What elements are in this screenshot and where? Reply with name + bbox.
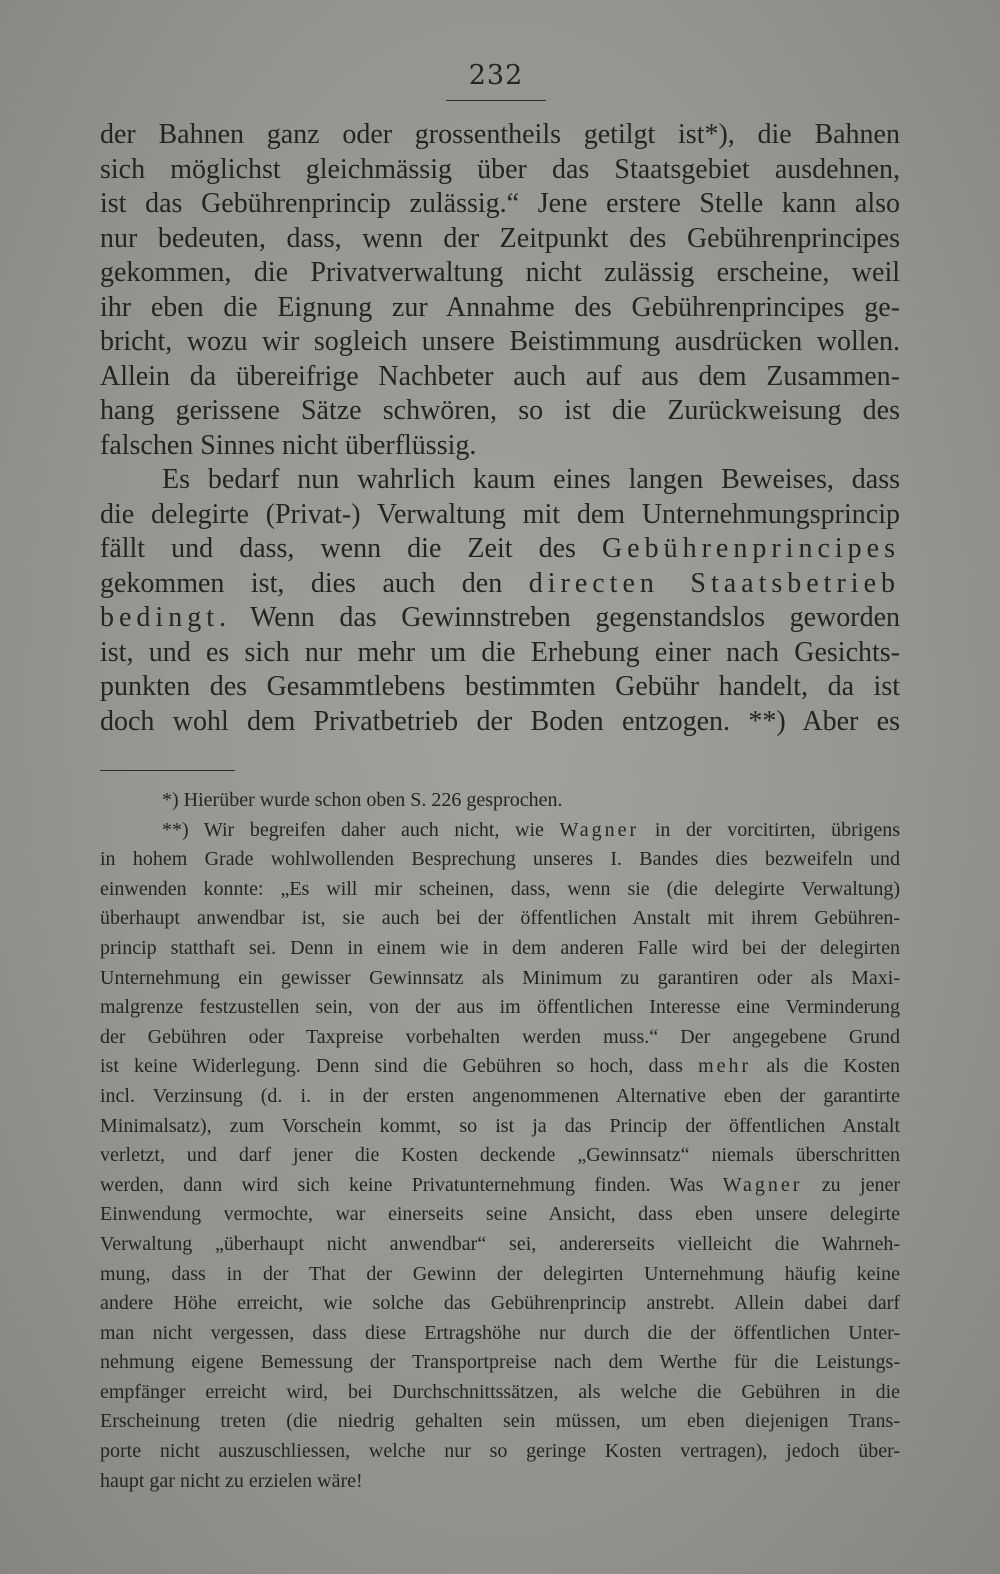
emphasis-spaced: mehr: [698, 1055, 752, 1078]
footnote-line: verletzt, und darf jener die Kosten deckende „Gewinnsatz“ niemals überschritten: [100, 1144, 900, 1167]
text-line: fällt und dass, wenn die Zeit des Gebührenprincipes: [100, 533, 900, 564]
text-line: ihr eben die Eignung zur Annahme des Gebührenprincipes ge-: [100, 291, 900, 323]
footnote-line: malgrenze festzustellen sein, von der aus im öffentlichen Interesse eine Verminderung: [100, 996, 900, 1019]
footnote-line: ist keine Widerlegung. Denn sind die Gebühren so hoch, dass mehr als die Kosten: [100, 1055, 900, 1078]
text-line: bricht, wozu wir sogleich unsere Beistimmung ausdrücken wollen.: [100, 326, 900, 357]
text-line: punkten des Gesammtlebens bestimmten Gebühr handelt, da ist: [100, 671, 900, 702]
footnote-line: haupt gar nicht zu erzielen wäre!: [100, 1469, 363, 1492]
text-line: Es bedarf nun wahrlich kaum eines langen Beweises, dass: [162, 464, 900, 495]
footnote-line: nehmung eigene Bemessung der Transportpreise nach dem Werthe für die Leistungs-: [100, 1351, 900, 1374]
page-number: 232: [468, 60, 524, 91]
emphasis-spaced: directen Staatsbetrieb: [528, 567, 900, 599]
author-name-spaced: Wagner: [559, 818, 640, 841]
footnote-line: *) Hierüber wurde schon oben S. 226 gesprochen.: [162, 789, 563, 811]
page-number-rule: [446, 100, 546, 101]
footnote-line: **) Wir begreifen daher auch nicht, wie Wagner in der vorcitirten, übrigens: [162, 818, 900, 841]
footnote-line: Erscheinung treten (die niedrig gehalten sein müssen, um eben diejenigen Trans-: [100, 1410, 900, 1433]
footnote-line: Minimalsatz), zum Vorschein kommt, so ist ja das Princip der öffentlichen Anstalt: [100, 1114, 900, 1137]
footnotes: [100, 786, 900, 1496]
text-line: gekommen ist, dies auch den directen Staatsbetrieb: [100, 567, 900, 599]
footnote-line: porte nicht auszuschliessen, welche nur so geringe Kosten vertragen), jedoch über-: [100, 1440, 900, 1463]
author-name-spaced: Wagner: [722, 1173, 803, 1196]
text-line: hang gerissene Sätze schwören, so ist die Zurückweisung des: [100, 395, 900, 426]
text-line: sich möglichst gleichmässig über das Staatsgebiet ausdehnen,: [100, 153, 900, 185]
footnote-line: Verwaltung „überhaupt nicht anwendbar“ sei, andererseits vielleicht die Wahrneh-: [100, 1232, 900, 1255]
footnote-line: Einwendung vermochte, war einerseits seine Ansicht, dass eben unsere delegirte: [100, 1203, 900, 1226]
emphasis-spaced: bedingt: [100, 602, 219, 633]
footnote-line: empfänger erreicht wird, bei Durchschnittssätzen, als welche die Gebühren in die: [100, 1380, 900, 1403]
text-line: ist das Gebührenprincip zulässig.“ Jene erstere Stelle kann also: [100, 188, 900, 219]
text-line: doch wohl dem Privatbetrieb der Boden entzogen. **) Aber es: [100, 705, 900, 737]
text-line: falschen Sinnes nicht überflüssig.: [100, 429, 477, 461]
footnote-line: überhaupt anwendbar ist, sie auch bei der öffentlichen Anstalt mit ihrem Gebühren-: [100, 907, 900, 930]
footnote-line: in hohem Grade wohlwollenden Besprechung unseres I. Bandes dies bezweifeln und: [100, 848, 900, 871]
text-line: nur bedeuten, dass, wenn der Zeitpunkt des Gebührenprincipes: [100, 222, 900, 254]
main-text: [100, 118, 900, 739]
footnote-line: mung, dass in der That der Gewinn der delegirten Unternehmung häufig keine: [100, 1262, 900, 1285]
text-line: bedingt. Wenn das Gewinnstreben gegenstandslos geworden: [100, 602, 900, 633]
footnote-line: der Gebühren oder Taxpreise vorbehalten werden muss.“ Der angegebene Grund: [100, 1025, 900, 1048]
footnote-line: werden, dann wird sich keine Privatunternehmung finden. Was Wagner zu jener: [100, 1173, 900, 1196]
footnote-line: man nicht vergessen, dass diese Ertragshöhe nur durch die der öffentlichen Unter-: [100, 1321, 900, 1344]
footnote-line: incl. Verzinsung (d. i. in der ersten angenommenen Alternative eben der garantirte: [100, 1084, 900, 1107]
text-line: der Bahnen ganz oder grossentheils getilgt ist*), die Bahnen: [100, 119, 900, 150]
emphasis-spaced: Gebührenprincipes: [601, 533, 900, 564]
text-line: Allein da übereifrige Nachbeter auch auf aus dem Zusammen-: [100, 360, 900, 392]
text-line: gekommen, die Privatverwaltung nicht zulässig erscheine, weil: [100, 257, 900, 288]
footnote-line: einwenden konnte: „Es will mir scheinen, dass, wenn sie (die delegirte Verwaltung): [100, 877, 900, 900]
footnote-separator: [100, 770, 235, 771]
footnote-line: Unternehmung ein gewisser Gewinnsatz als Minimum zu garantiren oder als Maxi-: [100, 966, 900, 989]
text-line: die delegirte (Privat-) Verwaltung mit dem Unternehmungsprincip: [100, 498, 900, 530]
footnote-line: andere Höhe erreicht, wie solche das Gebührenprincip anstrebt. Allein dabei darf: [100, 1292, 900, 1315]
footnote-line: princip statthaft sei. Denn in einem wie in dem anderen Falle wird bei der delegirten: [100, 936, 900, 959]
text-line: ist, und es sich nur mehr um die Erhebung einer nach Gesichts-: [100, 636, 900, 668]
